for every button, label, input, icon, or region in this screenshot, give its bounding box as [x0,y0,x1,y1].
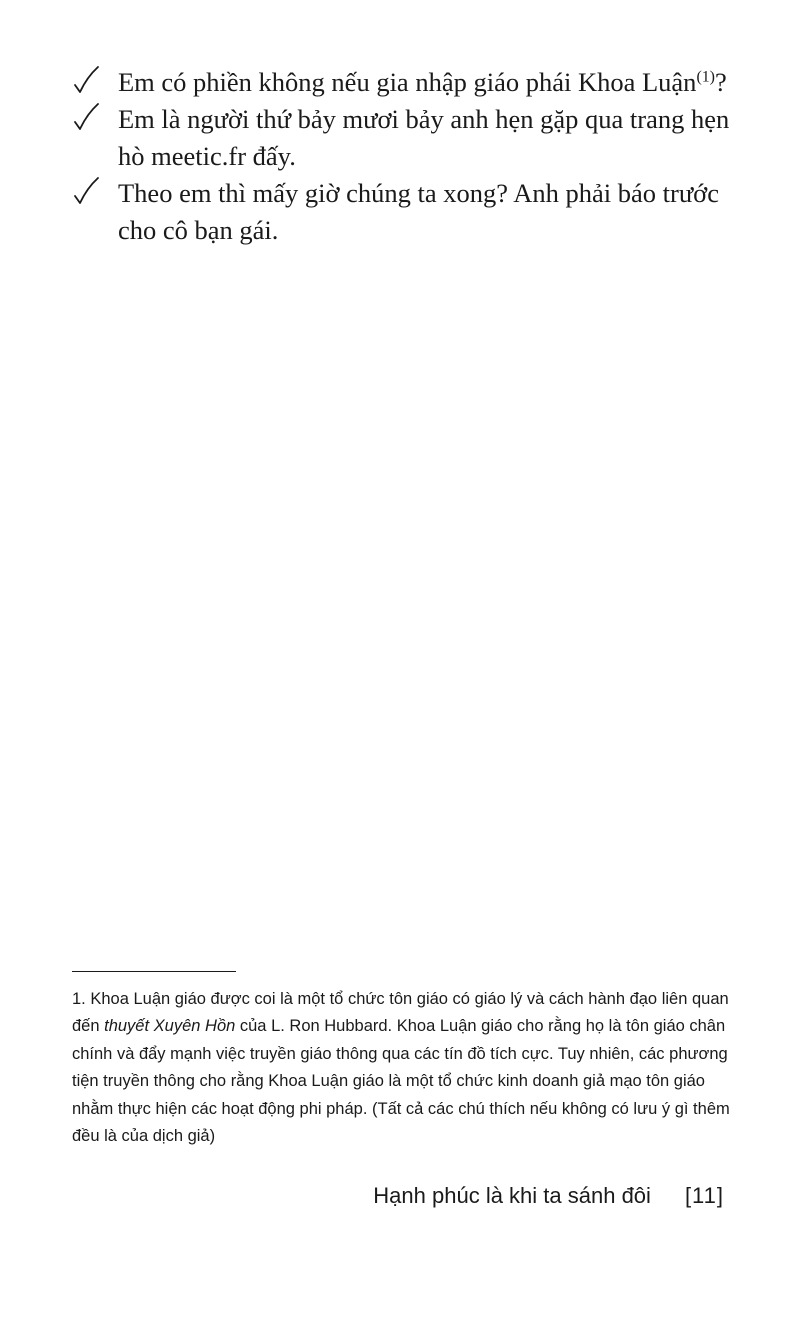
list-item-text: Theo em thì mấy giờ chúng ta xong? Anh phải báo trước cho cô bạn gái. [118,178,719,245]
footnote [72,986,732,1150]
footnote-marker: (1) [696,68,715,86]
checkmark-icon [72,102,100,132]
footnote-text-1: 1. Khoa Luận giáo được coi là một tổ chức tôn giáo có giáo lý và cách hành đạo liên quan đến [72,990,729,1036]
list-item [72,175,744,249]
list-item-tail: ? [714,67,727,97]
list-item-text: Em là người thứ bảy mươi bảy anh hẹn gặp qua trang hẹn hò meetic.fr đấy. [118,104,730,171]
checklist [72,64,744,249]
book-title: Hạnh phúc là khi ta sánh đôi [373,1183,651,1208]
checkmark-icon [72,176,100,206]
running-footer [300,1180,724,1212]
footnote-italic: thuyết Xuyên Hồn [104,1017,236,1036]
list-item [72,64,744,101]
list-item [72,101,744,175]
footnote-text-2: của L. Ron Hubbard. Khoa Luận giáo cho rằng họ là tôn giáo chân chính và đẩy mạnh việc truyền giáo thông qua các tín đồ tích cực. Tuy nhiên, các phương tiện truyền thông cho rằng Khoa Luận giáo là một tổ chức kinh doanh giả mạo tôn giáo nhằm thực hiện các hoạt động phi pháp. (Tất cả các chú thích nếu không có lưu ý gì thêm đều là của dịch giả) [72,1017,730,1146]
footnote-divider [72,971,236,972]
list-item-text: Em có phiền không nếu gia nhập giáo phái Khoa Luận [118,67,697,97]
page-number: [11] [684,1183,724,1208]
checkmark-icon [72,65,100,95]
